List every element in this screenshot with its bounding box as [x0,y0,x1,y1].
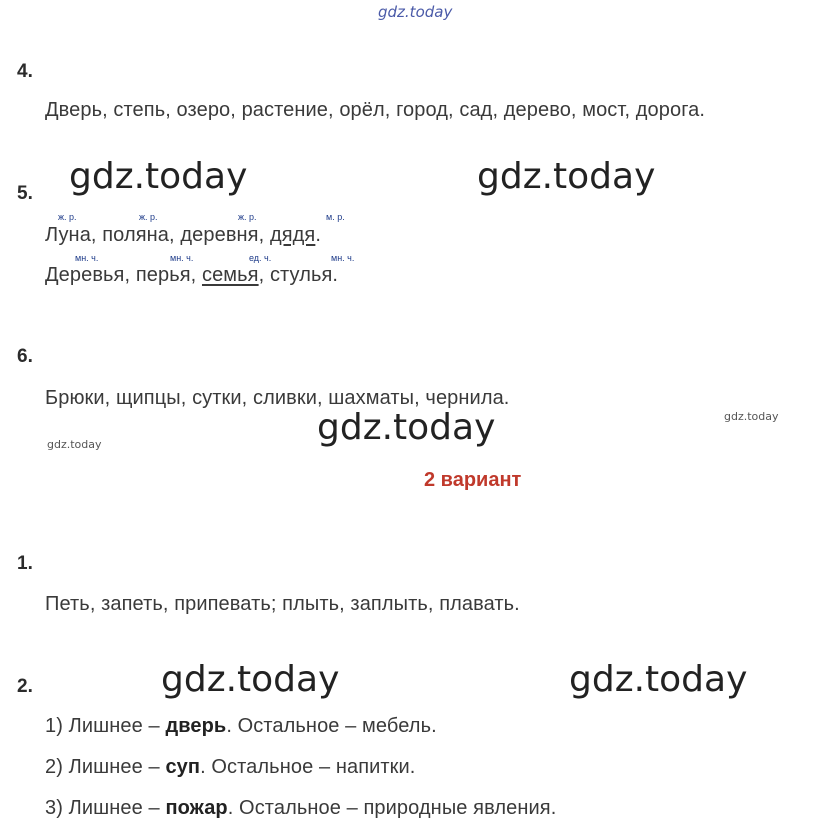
task-4-number: 4. [17,61,33,82]
task-6-number: 6. [17,346,33,367]
grammar-mark: мн. ч. [331,253,355,263]
answer-prefix: 1) Лишнее – [45,715,160,737]
answer-rest: . Остальное – природные явления. [227,797,557,819]
word: поляна, [102,224,175,246]
word: стулья. [269,264,339,286]
answer-prefix: 2) Лишнее – [45,756,160,778]
word: Деревья, [45,264,131,286]
v2-task-2-number: 2. [17,676,33,697]
word: перья, [135,264,197,286]
v2-task-1-number: 1. [17,553,33,574]
watermark: gdz.today [477,156,656,197]
punctuation: . [315,224,322,246]
watermark: gdz.today [161,659,340,700]
task-5-row-2 [45,264,338,287]
grammar-mark: м. р. [326,212,345,222]
task-5-number: 5. [17,183,33,204]
watermark: gdz.today [317,407,496,448]
task-5-row-1 [45,224,321,247]
answer-item [45,797,556,820]
watermark: gdz.today [724,410,779,423]
word-underlined: семья [201,264,259,286]
task-6-text: Брюки, щипцы, сутки, сливки, шахматы, чернила. [45,387,510,409]
answer-bold: пожар [165,797,228,819]
punctuation: , [258,264,265,286]
watermark: gdz.today [569,659,748,700]
grammar-mark: ж. р. [58,212,77,222]
watermark: gdz.today [69,156,248,197]
grammar-mark: ед. ч. [249,253,272,263]
word: Луна, [45,224,97,246]
grammar-mark: мн. ч. [170,253,194,263]
task-4-text: Дверь, степь, озеро, растение, орёл, город, сад, дерево, мост, дорога. [45,99,706,121]
answer-item [45,756,415,779]
grammar-mark: ж. р. [139,212,158,222]
answer-bold: дверь [165,715,227,737]
v2-task-1-text: Петь, запеть, припевать; плыть, заплыть, плавать. [45,593,520,615]
answer-rest: . Остальное – мебель. [226,715,437,737]
answer-rest: . Остальное – напитки. [200,756,416,778]
answer-bold: суп [165,756,201,778]
grammar-mark: мн. ч. [75,253,99,263]
word: деревня, [180,224,265,246]
variant-heading: 2 вариант [424,469,522,491]
word-underlined: дядя [269,224,316,246]
watermark: gdz.today [47,438,102,451]
answer-prefix: 3) Лишнее – [45,797,160,819]
answer-item [45,715,437,738]
watermark-top: gdz.today [378,3,453,21]
grammar-mark: ж. р. [238,212,257,222]
